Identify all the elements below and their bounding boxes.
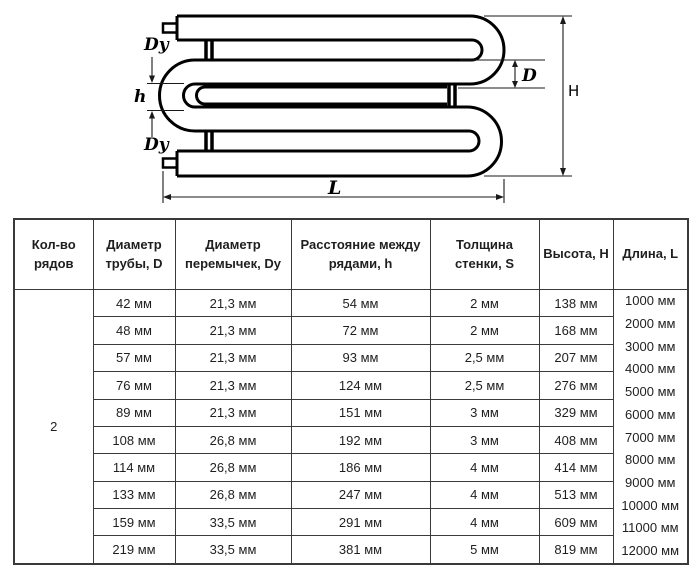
table-cell: 33,5 мм [175, 509, 291, 536]
table-cell: 168 мм [539, 317, 613, 344]
table-cell: 219 мм [93, 536, 175, 564]
table-cell: 26,8 мм [175, 426, 291, 453]
table-cell: 26,8 мм [175, 481, 291, 508]
header-row-spacing: Расстояние между рядами, h [291, 219, 430, 290]
table-cell: 414 мм [539, 454, 613, 481]
header-length: Длина, L [613, 219, 688, 290]
length-value: 10000 мм [621, 497, 680, 513]
length-value: 5000 мм [625, 384, 676, 400]
table-cell: 133 мм [93, 481, 175, 508]
table-cell: 5 мм [430, 536, 539, 564]
table-cell: 93 мм [291, 344, 430, 371]
table-cell: 54 мм [291, 290, 430, 317]
length-value: 1000 мм [625, 293, 676, 309]
serpentine-register-diagram [0, 0, 700, 215]
table-cell: 21,3 мм [175, 372, 291, 399]
table-cell: 247 мм [291, 481, 430, 508]
length-value: 11000 мм [621, 520, 679, 536]
length-value: 7000 мм [625, 429, 676, 445]
table-cell: 291 мм [291, 509, 430, 536]
table-cell: 2 мм [430, 317, 539, 344]
table-cell: 186 мм [291, 454, 430, 481]
inlet-stub [163, 24, 177, 33]
table-cell: 329 мм [539, 399, 613, 426]
table-row [14, 481, 688, 508]
table-cell: 21,3 мм [175, 399, 291, 426]
header-height: Высота, H [539, 219, 613, 290]
table-cell: 26,8 мм [175, 454, 291, 481]
table-cell: 381 мм [291, 536, 430, 564]
table-row [14, 426, 688, 453]
label-h: h [134, 87, 147, 107]
table-cell: 192 мм [291, 426, 430, 453]
table-cell: 108 мм [93, 426, 175, 453]
table-cell: 207 мм [539, 344, 613, 371]
length-value: 9000 мм [625, 474, 676, 490]
table-cell: 2,5 мм [430, 372, 539, 399]
table-row [14, 454, 688, 481]
header-row [14, 219, 688, 290]
table-cell: 21,3 мм [175, 290, 291, 317]
label-dy-bottom: Dy [144, 135, 169, 155]
table-cell: 159 мм [93, 509, 175, 536]
label-height: H [568, 82, 580, 100]
register-drawing [0, 0, 700, 215]
table-cell: 114 мм [93, 454, 175, 481]
table-cell: 72 мм [291, 317, 430, 344]
table-cell: 3 мм [430, 399, 539, 426]
table-cell: 48 мм [93, 317, 175, 344]
header-wall-thickness: Толщина стенки, S [430, 219, 539, 290]
table-row [14, 509, 688, 536]
table-cell: 76 мм [93, 372, 175, 399]
table-cell: 3 мм [430, 426, 539, 453]
length-value: 12000 мм [621, 543, 680, 559]
header-pipe-diameter: Диаметр трубы, D [93, 219, 175, 290]
table-cell: 21,3 мм [175, 344, 291, 371]
table-cell: 89 мм [93, 399, 175, 426]
table-cell: 4 мм [430, 481, 539, 508]
table-row [14, 399, 688, 426]
table-cell: 4 мм [430, 509, 539, 536]
length-value: 2000 мм [625, 315, 676, 331]
table-row [14, 372, 688, 399]
table-cell: 609 мм [539, 509, 613, 536]
length-value: 8000 мм [625, 452, 676, 468]
row-count-cell: 2 [14, 290, 93, 565]
dimension-height [484, 16, 572, 176]
length-value: 3000 мм [625, 338, 676, 354]
table-row [14, 344, 688, 371]
length-list-cell [613, 290, 688, 565]
table-cell: 138 мм [539, 290, 613, 317]
table-cell: 57 мм [93, 344, 175, 371]
table-cell: 21,3 мм [175, 317, 291, 344]
table-cell: 513 мм [539, 481, 613, 508]
table-cell: 2 мм [430, 290, 539, 317]
dimension-h [147, 57, 184, 137]
table-cell: 276 мм [539, 372, 613, 399]
table-cell: 819 мм [539, 536, 613, 564]
middle-tube [197, 87, 448, 104]
outlet-stub [163, 159, 177, 168]
dimensions-table [13, 218, 689, 565]
table-cell: 42 мм [93, 290, 175, 317]
table-cell: 151 мм [291, 399, 430, 426]
table-cell: 408 мм [539, 426, 613, 453]
table-cell: 4 мм [430, 454, 539, 481]
table-row [14, 290, 688, 317]
table-cell: 2,5 мм [430, 344, 539, 371]
jumpers [206, 40, 455, 151]
header-row-count: Кол-во рядов [14, 219, 93, 290]
table-cell: 124 мм [291, 372, 430, 399]
header-jumper-diameter: Диаметр перемычек, Dy [175, 219, 291, 290]
table-cell: 33,5 мм [175, 536, 291, 564]
table-row [14, 536, 688, 564]
label-length: L [328, 177, 342, 199]
length-value: 6000 мм [625, 406, 676, 422]
label-dy-top: Dy [144, 35, 169, 55]
table-row [14, 317, 688, 344]
label-d: D [522, 66, 537, 86]
length-value: 4000 мм [625, 361, 676, 377]
